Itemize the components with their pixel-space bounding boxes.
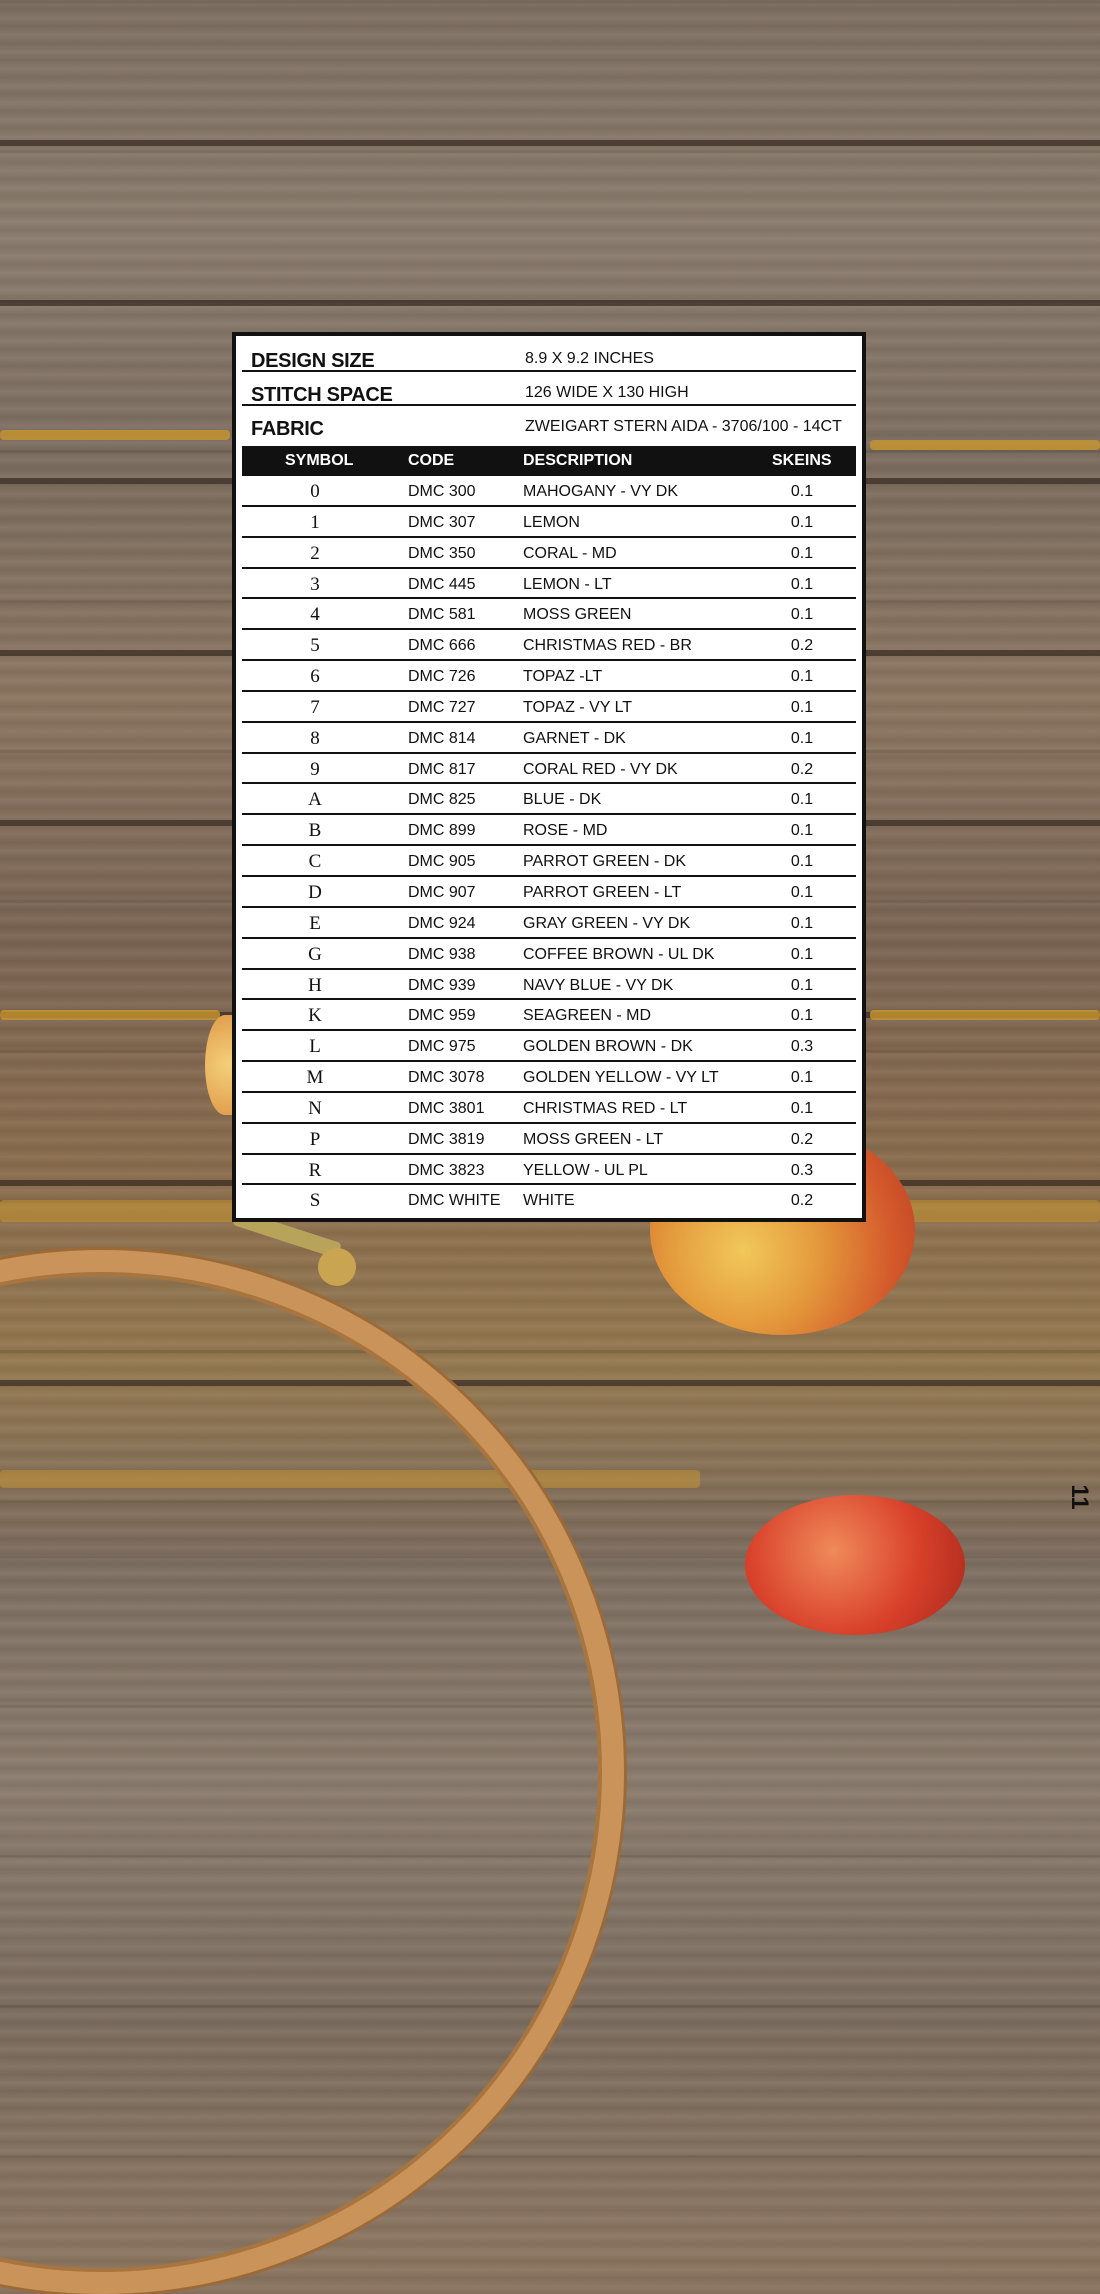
symbol-cell: 6	[310, 666, 320, 688]
symbol-cell: G	[308, 943, 322, 965]
code-cell: DMC 939	[408, 976, 476, 994]
table-row	[242, 1124, 856, 1155]
symbol-cell: 0	[310, 481, 320, 502]
description-cell: PARROT GREEN - LT	[523, 883, 682, 901]
skeins-cell: 0.1	[790, 698, 814, 716]
symbol-cell: 9	[310, 758, 320, 780]
code-cell: DMC 3078	[408, 1069, 485, 1087]
symbol-cell: S	[309, 1190, 321, 1212]
code-cell: DMC 899	[408, 822, 476, 840]
skeins-cell: 0.2	[790, 637, 814, 655]
symbol-cell: P	[309, 1128, 321, 1150]
description-cell: CORAL - MD	[523, 544, 617, 562]
description-cell: BLUE - DK	[523, 791, 602, 809]
table-row	[242, 723, 856, 754]
code-cell: DMC 975	[408, 1038, 476, 1056]
table-row	[242, 815, 856, 846]
table-row	[242, 1031, 856, 1062]
stitch-space-label: STITCH SPACE	[251, 384, 393, 406]
description-cell: MOSS GREEN - LT	[523, 1130, 664, 1148]
skeins-cell: 0.1	[790, 1099, 814, 1117]
paint-streak	[0, 430, 230, 440]
skeins-cell: 0.1	[790, 483, 814, 500]
description-cell: GOLDEN BROWN - DK	[523, 1038, 693, 1056]
table-row	[242, 661, 856, 692]
code-cell: DMC 581	[408, 606, 476, 624]
header-code: CODE	[408, 452, 455, 469]
symbol-cell: 3	[310, 573, 320, 595]
code-cell: DMC 924	[408, 914, 476, 932]
chart-key-card	[232, 332, 866, 1222]
paint-streak	[870, 1010, 1100, 1020]
wood-plank-seam	[0, 300, 1100, 306]
skeins-cell: 0.1	[790, 1069, 814, 1087]
skeins-cell: 0.1	[790, 945, 814, 963]
symbol-cell: C	[308, 851, 322, 873]
skeins-cell: 0.1	[790, 822, 814, 840]
skeins-cell: 0.2	[790, 760, 814, 778]
description-cell: CORAL RED - VY DK	[523, 760, 678, 778]
skeins-cell: 0.1	[790, 729, 814, 747]
description-cell: YELLOW - UL PL	[523, 1161, 648, 1179]
description-cell: LEMON - LT	[523, 575, 612, 593]
code-cell: DMC 817	[408, 760, 476, 778]
skeins-cell: 0.2	[790, 1192, 814, 1210]
header-description: DESCRIPTION	[523, 452, 633, 469]
stitch-space-row	[242, 374, 856, 406]
design-size-label: DESIGN SIZE	[251, 350, 375, 372]
table-row	[242, 1000, 856, 1031]
code-cell: DMC 905	[408, 853, 476, 871]
symbol-cell: A	[308, 789, 322, 811]
table-row	[242, 939, 856, 970]
skeins-cell: 0.1	[790, 791, 814, 809]
skeins-cell: 0.1	[790, 1007, 814, 1025]
code-cell: DMC 666	[408, 637, 476, 655]
skeins-cell: 0.1	[790, 544, 814, 562]
description-cell: WHITE	[523, 1192, 575, 1210]
header-skeins: SKEINS	[772, 452, 832, 469]
wood-plank-seam	[0, 140, 1100, 146]
description-cell: MAHOGANY - VY DK	[523, 483, 678, 500]
description-cell: TOPAZ - VY LT	[523, 698, 633, 716]
symbol-cell: R	[308, 1159, 322, 1181]
table-row	[242, 970, 856, 1001]
fabric-value: ZWEIGART STERN AIDA - 3706/100 - 14CT	[525, 418, 842, 435]
design-size-row	[242, 340, 856, 372]
code-cell: DMC 445	[408, 575, 476, 593]
skeins-cell: 0.1	[790, 575, 814, 593]
symbol-cell: E	[309, 912, 321, 934]
symbol-cell: H	[308, 974, 322, 996]
table-row	[242, 507, 856, 538]
code-cell: DMC 307	[408, 513, 476, 531]
description-cell: CHRISTMAS RED - BR	[523, 637, 692, 655]
skeins-cell: 0.1	[790, 668, 814, 686]
table-header	[242, 446, 856, 476]
description-cell: PARROT GREEN - DK	[523, 853, 686, 871]
fabric-row	[242, 408, 856, 440]
description-cell: MOSS GREEN	[523, 606, 632, 624]
skeins-cell: 0.1	[790, 513, 814, 531]
code-cell: DMC 814	[408, 729, 476, 747]
paint-streak	[870, 440, 1100, 450]
fabric-label: FABRIC	[251, 418, 324, 440]
apple	[745, 1495, 965, 1635]
skeins-cell: 0.1	[790, 883, 814, 901]
description-cell: NAVY BLUE - VY DK	[523, 976, 674, 994]
table-row	[242, 538, 856, 569]
table-row	[242, 846, 856, 877]
skeins-cell: 0.1	[790, 853, 814, 871]
description-cell: GRAY GREEN - VY DK	[523, 914, 691, 932]
symbol-cell: K	[308, 1005, 322, 1027]
table-row	[242, 599, 856, 630]
symbol-cell: M	[306, 1067, 324, 1089]
table-row	[242, 476, 856, 507]
hoop-knob	[318, 1248, 356, 1286]
symbol-cell: 7	[310, 696, 320, 718]
code-cell: DMC 3823	[408, 1161, 485, 1179]
table-row	[242, 754, 856, 785]
code-cell: DMC WHITE	[408, 1192, 501, 1210]
embroidery-hoop	[0, 1250, 624, 2294]
table-row	[242, 630, 856, 661]
skeins-cell: 0.1	[790, 606, 814, 624]
code-cell: DMC 727	[408, 698, 476, 716]
skeins-cell: 0.1	[790, 976, 814, 994]
description-cell: ROSE - MD	[523, 822, 608, 840]
description-cell: GARNET - DK	[523, 729, 626, 747]
symbol-cell: 8	[310, 727, 320, 749]
table-row	[242, 908, 856, 939]
symbol-cell: B	[308, 820, 322, 842]
symbol-cell: 4	[310, 604, 320, 626]
table-row	[242, 877, 856, 908]
symbol-cell: L	[309, 1036, 321, 1058]
symbol-cell: 5	[310, 635, 320, 657]
design-size-value: 8.9 X 9.2 INCHES	[525, 350, 654, 367]
table-row	[242, 1185, 856, 1216]
skeins-cell: 0.3	[790, 1161, 814, 1179]
table-row	[242, 569, 856, 600]
code-cell: DMC 938	[408, 945, 476, 963]
code-cell: DMC 350	[408, 544, 476, 562]
skeins-cell: 0.1	[790, 914, 814, 932]
symbol-cell: 2	[310, 542, 320, 564]
table-row	[242, 1155, 856, 1186]
symbol-cell: D	[308, 881, 322, 903]
skeins-cell: 0.3	[790, 1038, 814, 1056]
code-cell: DMC 300	[408, 483, 476, 500]
table-row	[242, 1093, 856, 1124]
stitch-space-value: 126 WIDE X 130 HIGH	[525, 384, 689, 401]
symbol-cell: 1	[310, 511, 320, 533]
description-cell: CHRISTMAS RED - LT	[523, 1099, 688, 1117]
description-cell: SEAGREEN - MD	[523, 1007, 652, 1025]
skeins-cell: 0.2	[790, 1130, 814, 1148]
header-symbol: SYMBOL	[285, 452, 354, 469]
paint-streak	[0, 1010, 220, 1020]
thread-table	[242, 476, 856, 1216]
code-cell: DMC 3801	[408, 1099, 485, 1117]
symbol-cell: N	[308, 1097, 322, 1119]
code-cell: DMC 726	[408, 668, 476, 686]
description-cell: TOPAZ -LT	[523, 668, 603, 686]
description-cell: GOLDEN YELLOW - VY LT	[523, 1069, 719, 1087]
code-cell: DMC 907	[408, 883, 476, 901]
table-row	[242, 784, 856, 815]
page-number: 11	[1066, 1484, 1093, 1510]
code-cell: DMC 3819	[408, 1130, 485, 1148]
table-row	[242, 692, 856, 723]
code-cell: DMC 959	[408, 1007, 476, 1025]
table-row	[242, 1062, 856, 1093]
description-cell: LEMON	[523, 513, 580, 531]
description-cell: COFFEE BROWN - UL DK	[523, 945, 715, 963]
code-cell: DMC 825	[408, 791, 476, 809]
